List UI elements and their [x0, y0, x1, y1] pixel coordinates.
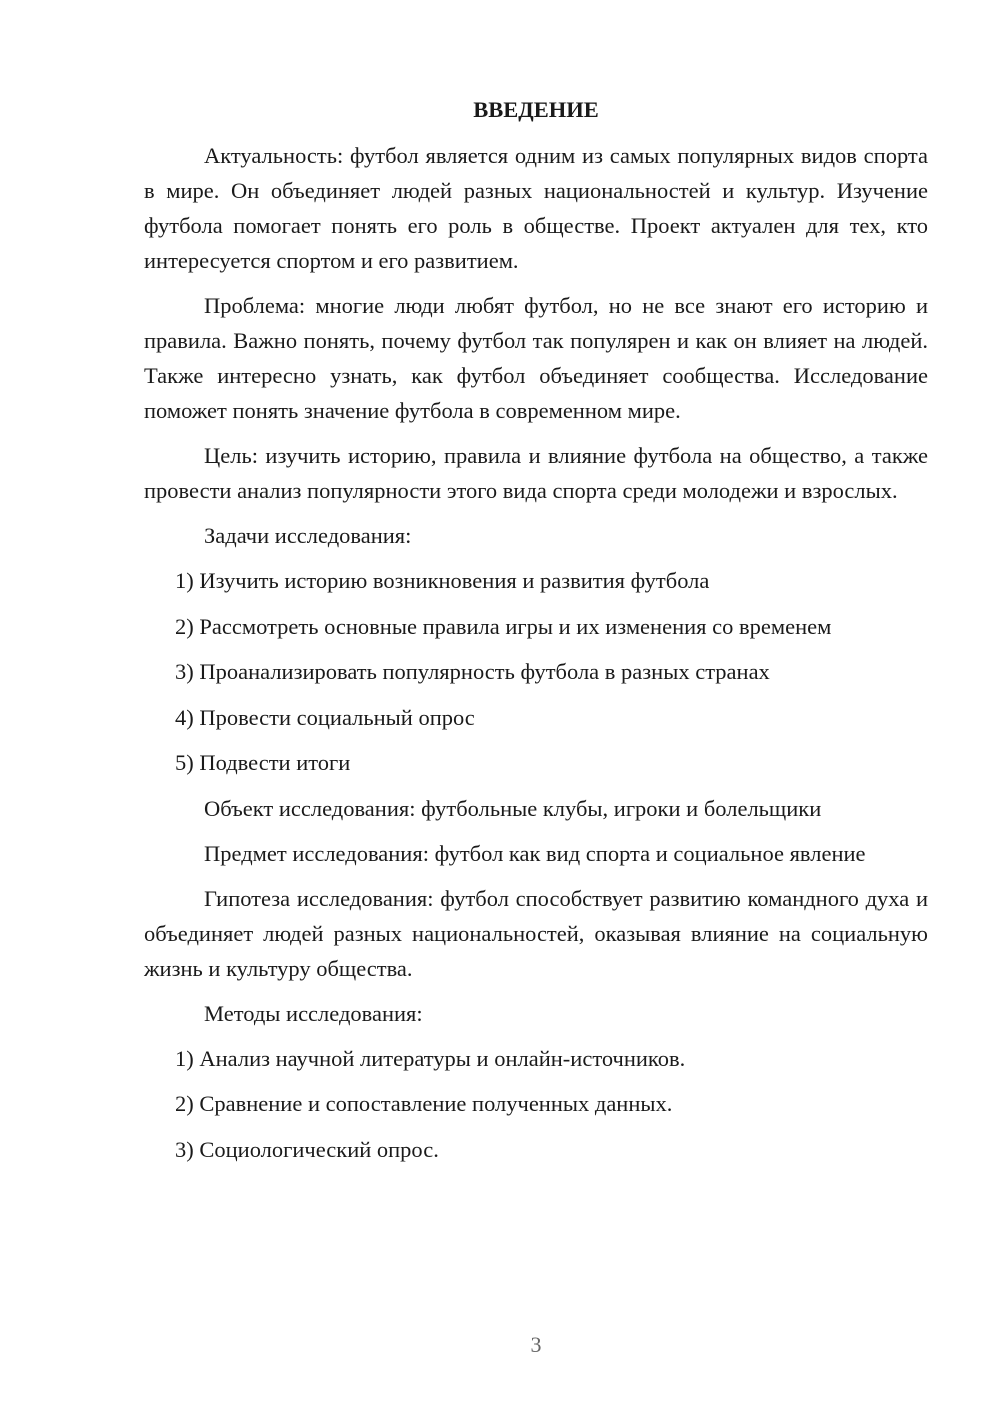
- goal-paragraph: Цель: изучить историю, правила и влияние футбола на общество, а также провести анализ популярности этого вида спорта среди молодежи и взрослых.: [144, 443, 928, 503]
- relevance-paragraph: Актуальность: футбол является одним из самых популярных видов спорта в мире. Он объединяет людей разных национальностей и культур. Изучение футбола помогает понять его роль в обществе. Проект актуален для тех, кто интересуется спортом и его развитием.: [144, 143, 928, 273]
- methods-label: Методы исследования:: [204, 1000, 423, 1026]
- section-title: ВВЕДЕНИЕ: [473, 97, 599, 122]
- tasks-list: [144, 563, 928, 780]
- list-item: 3) Проанализировать популярность футбола в разных странах: [175, 659, 770, 684]
- subject-paragraph: Предмет исследования: футбол как вид спорта и социальное явление: [204, 840, 866, 866]
- object-paragraph: Объект исследования: футбольные клубы, игроки и болельщики: [204, 795, 822, 821]
- tasks-label: Задачи исследования:: [204, 523, 412, 548]
- hypothesis-paragraph: Гипотеза исследования: футбол способствует развитию командного духа и объединяет людей разных национальностей, оказывая влияние на социальную жизнь и культуру общества.: [144, 885, 928, 981]
- list-item: 2) Сравнение и сопоставление полученных данных.: [175, 1091, 673, 1116]
- methods-list: [144, 1041, 928, 1167]
- document-page: [144, 96, 928, 1177]
- list-item: 3) Социологический опрос.: [175, 1136, 439, 1162]
- list-item: 1) Изучить историю возникновения и развития футбола: [175, 568, 710, 593]
- list-item: 2) Рассмотреть основные правила игры и их изменения со временем: [175, 613, 832, 639]
- page-number: 3: [530, 1332, 542, 1357]
- problem-paragraph: Проблема: многие люди любят футбол, но не все знают его историю и правила. Важно понять, почему футбол так популярен и как он влияет на людей. Также интересно узнать, как футбол объединяет сообщества. Исследование поможет понять значение футбола в современном мире.: [144, 293, 928, 423]
- list-item: 5) Подвести итоги: [175, 750, 351, 775]
- list-item: 1) Анализ научной литературы и онлайн-источников.: [175, 1045, 686, 1071]
- list-item: 4) Провести социальный опрос: [175, 704, 475, 730]
